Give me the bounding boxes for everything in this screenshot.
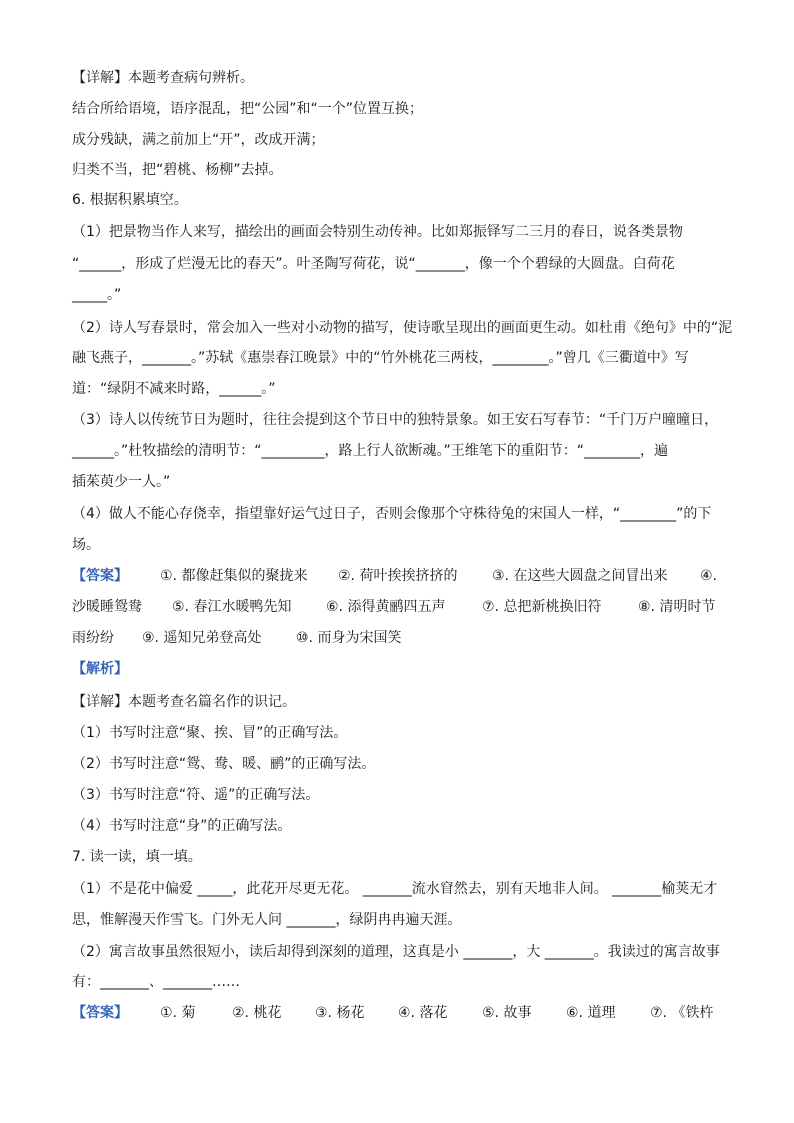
text-line: 场。 xyxy=(72,537,100,553)
answer-item: ④. 落花 xyxy=(398,1005,448,1021)
answer-item: ⑥. 添得黄鹂四五声 xyxy=(326,599,446,615)
text-line: 有：_______、_______…… xyxy=(72,974,240,990)
text-line: 融飞燕子，_______。”苏轼《惠崇春江晚景》中的“竹外桃花三两枝，________。”曾几《三衢道中》写 xyxy=(72,350,689,366)
text-line: 【详解】本题考查病句辨析。 xyxy=(72,70,254,86)
text-line: 结合所给语境，语序混乱，把“公园”和“一个”位置互换； xyxy=(72,101,424,117)
text-line: （3）诗人以传统节日为题时，往往会提到这个节日中的独特景象。如王安石写春节：“千门万户曈曈日， xyxy=(72,412,719,428)
answer-item: ③. 杨花 xyxy=(315,1005,365,1021)
text-line: 成分残缺，满之前加上“开”，改成开满； xyxy=(72,132,325,148)
analysis-label: 【解析】 xyxy=(72,661,128,677)
text-line: 道：“绿阴不减来时路，______。” xyxy=(72,381,276,397)
text-line: 插茱萸少一人。” xyxy=(72,474,171,490)
answer-item: ⑤. 春江水暖鸭先知 xyxy=(172,599,292,615)
text-line: （1）不是花中偏爱 _____，此花开尽更无花。 _______流水窅然去，别有天地非人间。 _______榆荚无才 xyxy=(72,881,718,897)
text-line: 【详解】本题考查名篇名作的识记。 xyxy=(72,694,296,710)
answer-item: ①. 都像赶集似的聚拢来 xyxy=(160,568,308,584)
answer-item: ⑩. 而身为宋国笑 xyxy=(296,630,402,646)
text-line: 思，惟解漫天作雪飞。门外无人问 _______，绿阴冉冉遍天涯。 xyxy=(72,912,462,928)
text-line: （1）把景物当作人来写，描绘出的画面会特别生动传神。比如郑振铎写二三月的春日，说各类景物 xyxy=(72,224,683,240)
text-line: 归类不当，把“碧桃、杨柳”去掉。 xyxy=(72,162,283,178)
answer-item: ⑥. 道理 xyxy=(566,1005,616,1021)
text-line: （3）书写时注意“符、遥”的正确写法。 xyxy=(72,787,320,803)
answer-item: ⑨. 遥知兄弟登高处 xyxy=(142,630,262,646)
answer-item: ②. 桃花 xyxy=(232,1005,282,1021)
answer-item: ②. 荷叶挨挨挤挤的 xyxy=(338,568,458,584)
answer-item: 雨纷纷 xyxy=(72,630,114,646)
answer-label: 【答案】 xyxy=(72,568,128,584)
answer-item: ⑧. 清明时节 xyxy=(638,599,716,615)
answer-label: 【答案】 xyxy=(72,1005,128,1021)
answer-item: ⑦. 总把新桃换旧符 xyxy=(482,599,602,615)
text-line: （2）书写时注意“鸳、鸯、暖、鹂”的正确写法。 xyxy=(72,756,376,772)
answer-item: ①. 菊 xyxy=(160,1005,196,1021)
answer-item: ③. 在这些大圆盘之间冒出来 xyxy=(492,568,668,584)
question-heading: 7. 读一读，填一填。 xyxy=(72,849,202,865)
text-line: “______，形成了烂漫无比的春天”。叶圣陶写荷花，说“_______，像一个个碧绿的大圆盘。白荷花 xyxy=(72,256,675,272)
text-line: （4）做人不能心存侥幸，指望靠好运气过日子，否则会像那个守株待兔的宋国人一样，“________”的下 xyxy=(72,506,712,522)
answer-item: ⑤. 故事 xyxy=(482,1005,532,1021)
question-heading: 6. 根据积累填空。 xyxy=(72,192,188,208)
text-line: _____。” xyxy=(72,287,122,303)
text-line: ______。”杜牧描绘的清明节：“_________，路上行人欲断魂。”王维笔下的重阳节：“________，遍 xyxy=(72,443,669,459)
answer-item: ⑦. 《铁杵 xyxy=(650,1005,714,1021)
answer-item: 沙暖睡鸳鸯 xyxy=(72,599,142,615)
text-line: （1）书写时注意“聚、挨、冒”的正确写法。 xyxy=(72,725,348,741)
text-line: （2）诗人写春景时，常会加入一些对小动物的描写，使诗歌呈现出的画面更生动。如杜甫《绝句》中的“泥 xyxy=(72,320,733,336)
text-line: （2）寓言故事虽然很短小，读后却得到深刻的道理，这真是小 _______，大 _______。我读过的寓言故事 xyxy=(72,944,720,960)
answer-item: ④. xyxy=(700,568,718,584)
text-line: （4）书写时注意“身”的正确写法。 xyxy=(72,818,292,834)
